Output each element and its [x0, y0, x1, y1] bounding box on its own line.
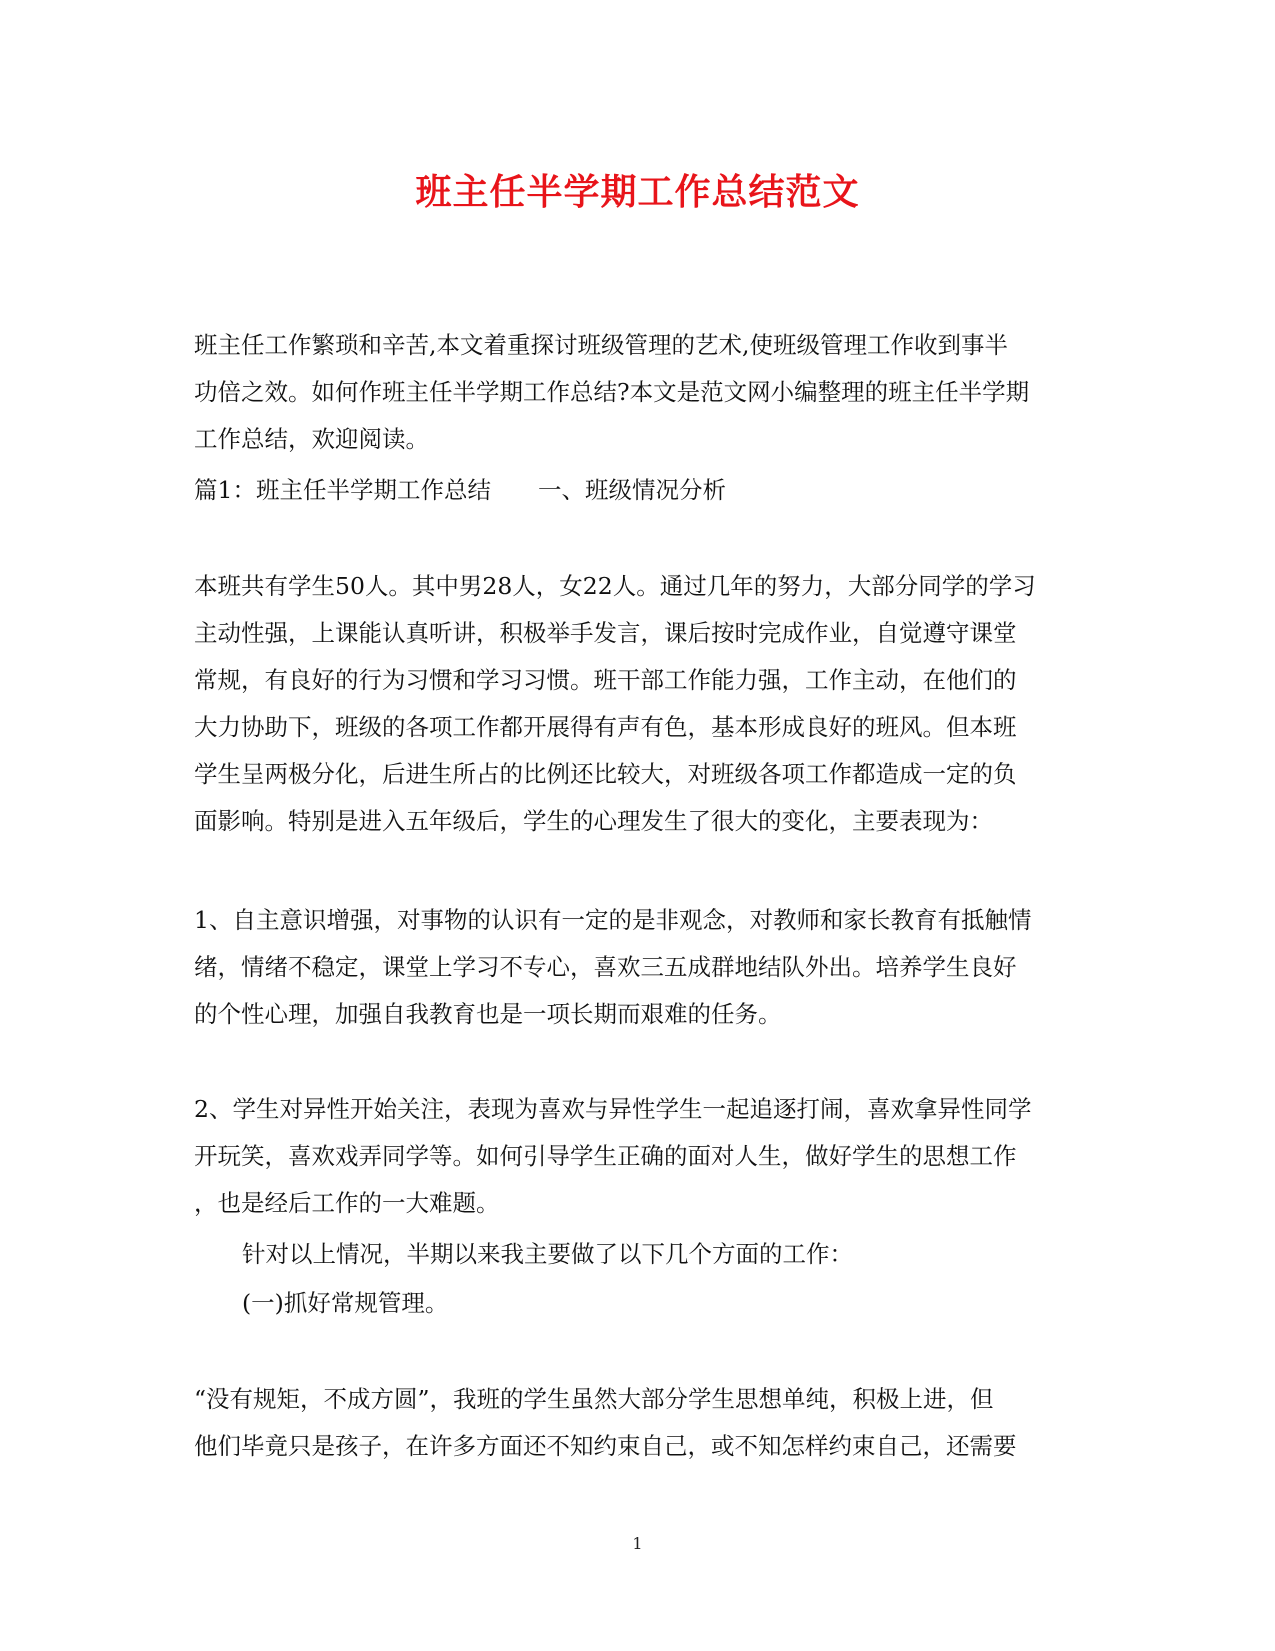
intro-paragraph [194, 322, 1084, 463]
subsection-heading: (一)抓好常规管理。 [242, 1289, 449, 1317]
paragraph-line: 开玩笑，喜欢戏弄同学等。如何引导学生正确的面对人生，做好学生的思想工作 [194, 1142, 1017, 1170]
paragraph-line: 面影响。特别是进入五年级后，学生的心理发生了很大的变化，主要表现为： [194, 807, 993, 835]
paragraph-line: ，也是经后工作的一大难题。 [194, 1189, 500, 1217]
paragraph-line: 的个性心理，加强自我教育也是一项长期而艰难的任务。 [194, 1000, 782, 1028]
section-heading: 篇1：班主任半学期工作总结 一、班级情况分析 [194, 476, 726, 504]
paragraph-line: 2、学生对异性开始关注，表现为喜欢与异性学生一起追逐打闹，喜欢拿异性同学 [194, 1095, 1032, 1123]
paragraph-line: 1、自主意识增强，对事物的认识有一定的是非观念，对教师和家长教育有抵触情 [194, 906, 1032, 934]
intro-line: 工作总结，欢迎阅读。 [194, 425, 429, 453]
work-intro-line: 针对以上情况，半期以来我主要做了以下几个方面的工作： [242, 1240, 853, 1268]
paragraph-line: 学生呈两极分化，后进生所占的比例还比较大，对班级各项工作都造成一定的负 [194, 760, 1017, 788]
paragraph-line: 常规，有良好的行为习惯和学习习惯。班干部工作能力强，工作主动，在他们的 [194, 666, 1017, 694]
intro-line: 功倍之效。如何作班主任半学期工作总结?本文是范文网小编整理的班主任半学期 [194, 378, 1030, 406]
paragraph-line: 绪，情绪不稳定，课堂上学习不专心，喜欢三五成群地结队外出。培养学生良好 [194, 953, 1017, 981]
quote-paragraph [194, 1376, 1084, 1470]
class-analysis-paragraph [194, 563, 1084, 845]
paragraph-line: 他们毕竟只是孩子，在许多方面还不知约束自己，或不知怎样约束自己，还需要 [194, 1432, 1017, 1460]
page-number: 1 [632, 1534, 643, 1553]
list-item-1 [194, 897, 1084, 1038]
intro-line: 班主任工作繁琐和辛苦,本文着重探讨班级管理的艺术,使班级管理工作收到事半 [194, 331, 1008, 359]
document-title: 班主任半学期工作总结范文 [415, 171, 860, 213]
paragraph-line: 大力协助下，班级的各项工作都开展得有声有色，基本形成良好的班风。但本班 [194, 713, 1017, 741]
paragraph-line: 主动性强，上课能认真听讲，积极举手发言，课后按时完成作业，自觉遵守课堂 [194, 619, 1017, 647]
paragraph-line: 本班共有学生50人。其中男28人，女22人。通过几年的努力，大部分同学的学习 [194, 572, 1036, 600]
paragraph-line: “没有规矩，不成方圆”，我班的学生虽然大部分学生思想单纯，积极上进，但 [194, 1385, 994, 1413]
list-item-2 [194, 1086, 1084, 1227]
